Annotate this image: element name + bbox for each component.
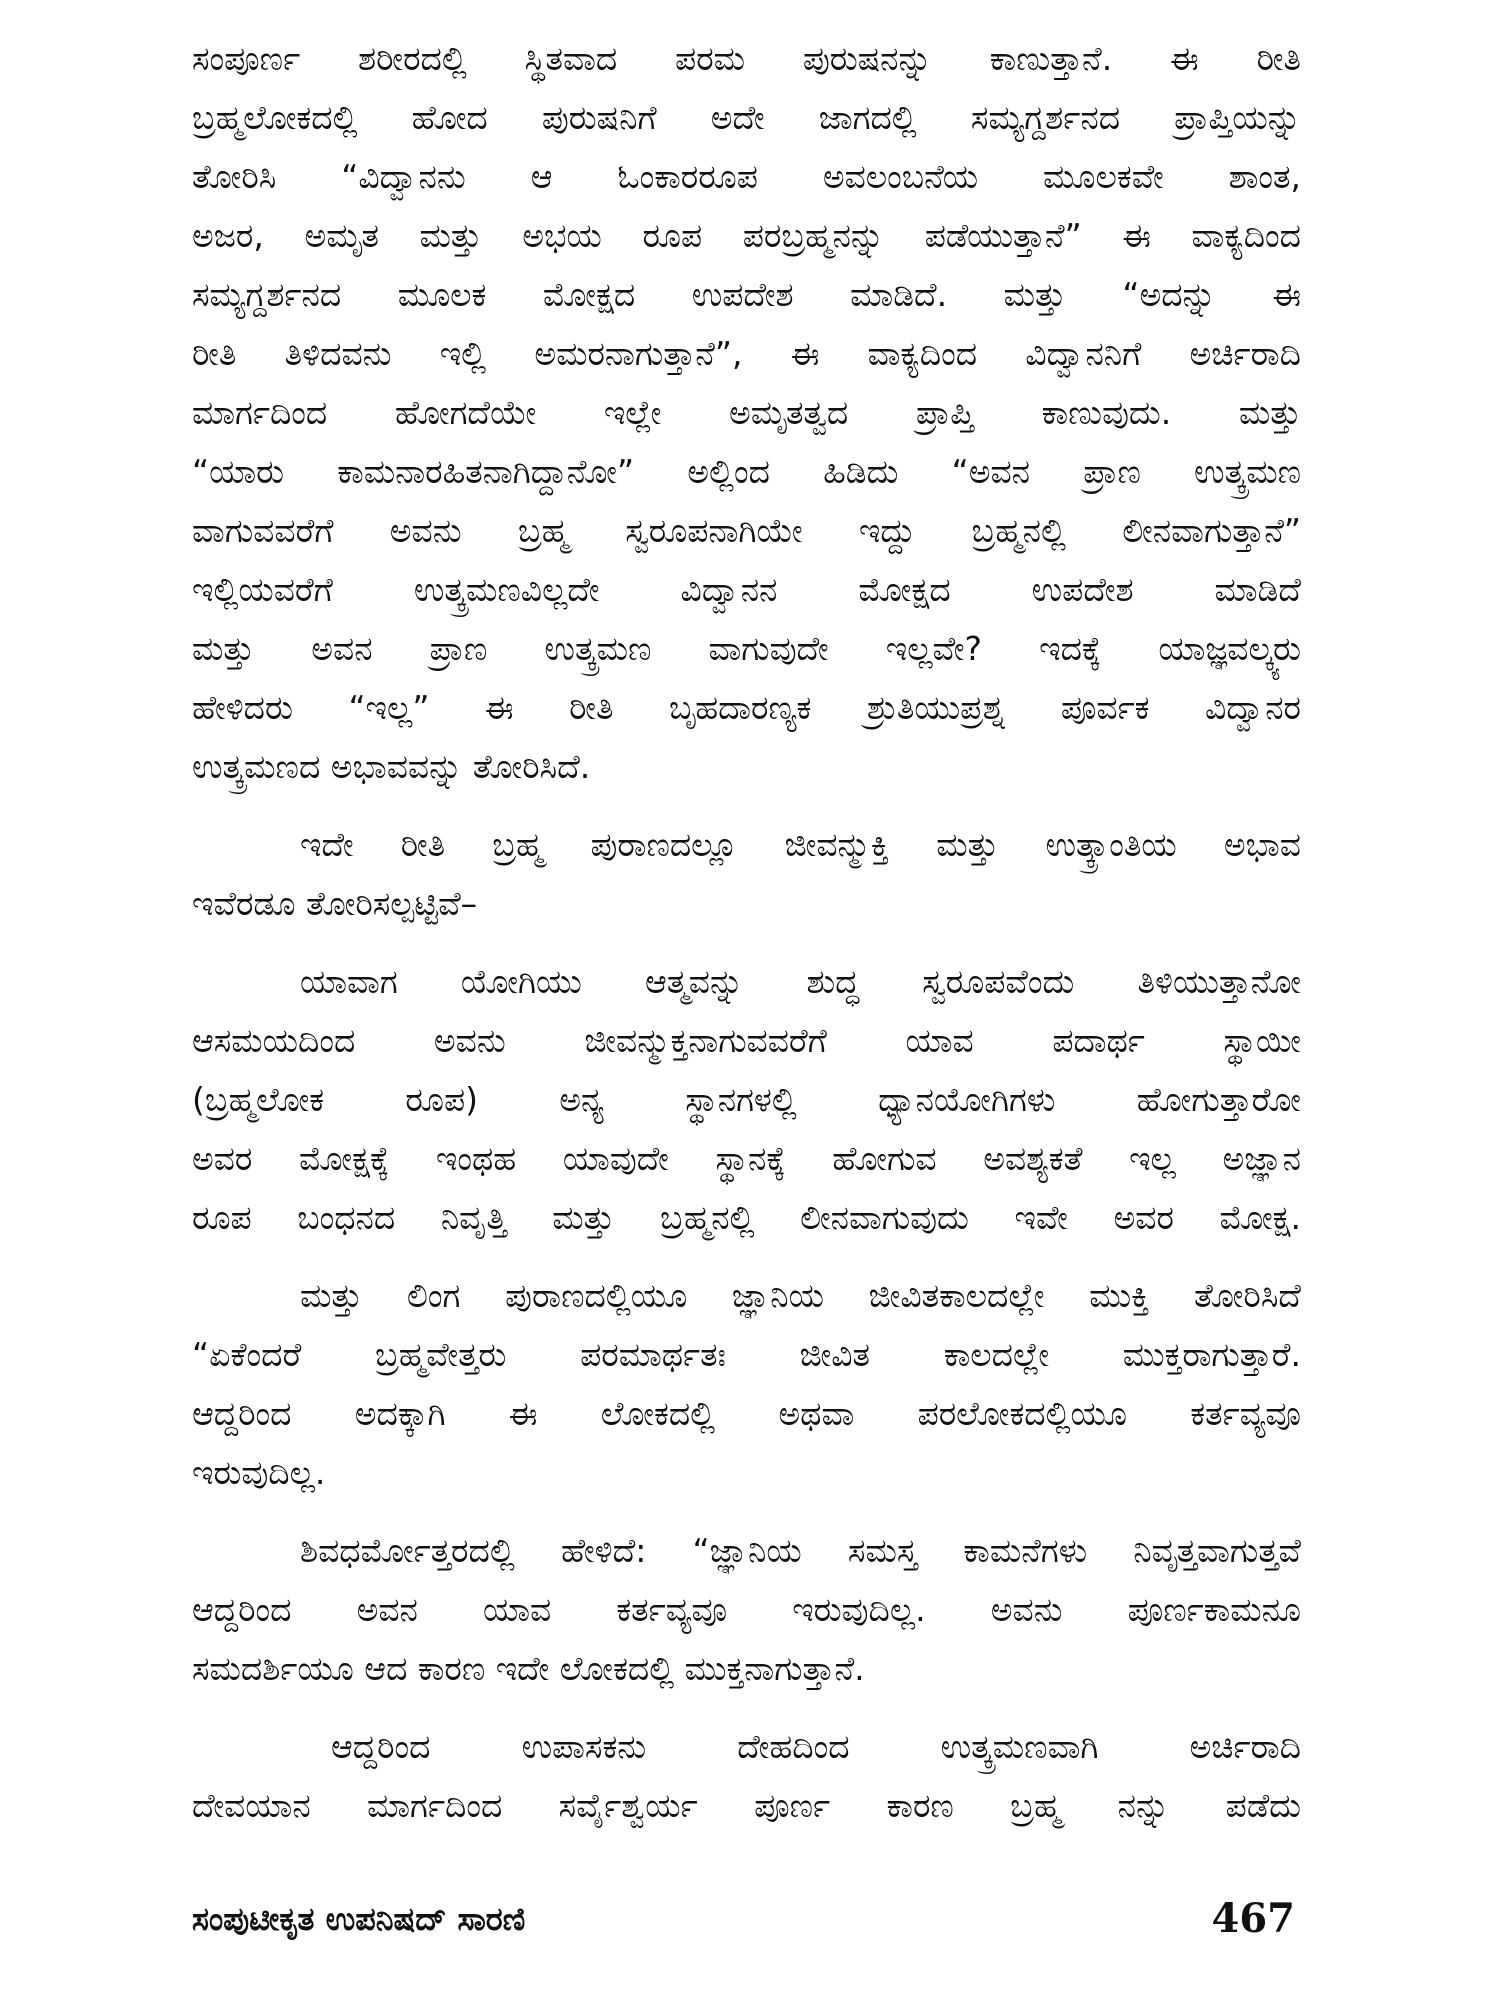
paragraph bbox=[192, 29, 1301, 796]
text-line: ಇವೆರಡೂ ತೋರಿಸಲ್ಪಟ್ಟಿವೆ– bbox=[192, 884, 478, 923]
text-line: ಆದ್ದರಿಂದ ಅವನ ಯಾವ ಕರ್ತವ್ಯವೂ ಇರುವುದಿಲ್ಲ. ಅವನು ಪೂರ್ಣಕಾಮನೂ bbox=[192, 1590, 1301, 1629]
text-line: ಮತ್ತು ಲಿಂಗ ಪುರಾಣದಲ್ಲಿಯೂ ಜ್ಞಾನಿಯ ಜೀವಿತಕಾಲದಲ್ಲೇ ಮುಕ್ತಿ ತೋರಿಸಿದೆ bbox=[300, 1276, 1301, 1315]
text-line: ಸಮ್ಯಗ್ದರ್ಶನದ ಮೂಲಕ ಮೋಕ್ಷದ ಉಪದೇಶ ಮಾಡಿದೆ. ಮತ್ತು “ಅದನ್ನು ಈ bbox=[192, 275, 1301, 314]
text-line: ರೀತಿ ತಿಳಿದವನು ಇಲ್ಲಿ ಅಮರನಾಗುತ್ತಾನೆ”, ಈ ವಾಕ್ಯದಿಂದ ವಿದ್ವಾನನಿಗೆ ಅರ್ಚಿರಾದಿ bbox=[192, 334, 1301, 373]
text-line: ಅಜರ, ಅಮೃತ ಮತ್ತು ಅಭಯ ರೂಪ ಪರಬ್ರಹ್ಮನನ್ನು ಪಡೆಯುತ್ತಾನೆ” ಈ ವಾಕ್ಯದಿಂದ bbox=[192, 216, 1301, 255]
text-line: ಉತ್ಕ್ರಮಣದ ಅಭಾವವನ್ನು ತೋರಿಸಿದೆ. bbox=[192, 747, 591, 786]
text-line: (ಬ್ರಹ್ಮಲೋಕ ರೂಪ) ಅನ್ಯ ಸ್ಥಾನಗಳಲ್ಲಿ ಧ್ಯಾನಯೋಗಿಗಳು ಹೋಗುತ್ತಾರೋ bbox=[192, 1080, 1301, 1119]
text-line: “ಏಕೆಂದರೆ ಬ್ರಹ್ಮವೇತ್ತರು ಪರಮಾರ್ಥತಃ ಜೀವಿತ ಕಾಲದಲ್ಲೇ ಮುಕ್ತರಾಗುತ್ತಾರೆ. bbox=[192, 1335, 1301, 1374]
text-line: ಇಲ್ಲಿಯವರೆಗೆ ಉತ್ಕ್ರಮಣವಿಲ್ಲದೇ ವಿದ್ವಾನನ ಮೋಕ್ಷದ ಉಪದೇಶ ಮಾಡಿದೆ bbox=[192, 570, 1301, 609]
text-line: ವಾಗುವವರೆಗೆ ಅವನು ಬ್ರಹ್ಮ ಸ್ವರೂಪನಾಗಿಯೇ ಇದ್ದು ಬ್ರಹ್ಮನಲ್ಲಿ ಲೀನವಾಗುತ್ತಾನೆ” bbox=[192, 511, 1301, 550]
text-line: ಅವರ ಮೋಕ್ಷಕ್ಕೆ ಇಂಥಹ ಯಾವುದೇ ಸ್ಥಾನಕ್ಕೆ ಹೋಗುವ ಅವಶ್ಯಕತೆ ಇಲ್ಲ ಅಜ್ಞಾನ bbox=[192, 1139, 1301, 1178]
paragraph bbox=[192, 815, 1301, 933]
paragraph bbox=[192, 1521, 1301, 1698]
paragraph bbox=[192, 952, 1301, 1247]
text-line: ಮಾರ್ಗದಿಂದ ಹೋಗದೆಯೇ ಇಲ್ಲೇ ಅಮೃತತ್ವದ ಪ್ರಾಪ್ತಿ ಕಾಣುವುದು. ಮತ್ತು bbox=[192, 393, 1301, 432]
text-line: ತೋರಿಸಿ “ವಿದ್ವಾನನು ಆ ಓಂಕಾರರೂಪ ಅವಲಂಬನೆಯ ಮೂಲಕವೇ ಶಾಂತ, bbox=[192, 157, 1301, 196]
book-title: ಸಂಪುಟೀಕೃತ ಉಪನಿಷದ್ ಸಾರಣಿ bbox=[192, 1900, 526, 1938]
text-line: ಆಸಮಯದಿಂದ ಅವನು ಜೀವನ್ಮುಕ್ತನಾಗುವವರೆಗೆ ಯಾವ ಪದಾರ್ಥ ಸ್ಥಾಯೀ bbox=[192, 1021, 1301, 1060]
text-line: “ಯಾರು ಕಾಮನಾರಹಿತನಾಗಿದ್ದಾನೋ” ಅಲ್ಲಿಂದ ಹಿಡಿದು “ಅವನ ಪ್ರಾಣ ಉತ್ಕ್ರಮಣ bbox=[192, 452, 1301, 491]
text-line: ಆದ್ದರಿಂದ ಅದಕ್ಕಾಗಿ ಈ ಲೋಕದಲ್ಲಿ ಅಥವಾ ಪರಲೋಕದಲ್ಲಿಯೂ ಕರ್ತವ್ಯವೂ bbox=[192, 1394, 1301, 1433]
page-footer bbox=[192, 1891, 1301, 1947]
paragraph bbox=[192, 1266, 1301, 1502]
paragraph bbox=[192, 1717, 1301, 1835]
text-line: ರೂಪ ಬಂಧನದ ನಿವೃತ್ತಿ ಮತ್ತು ಬ್ರಹ್ಮನಲ್ಲಿ ಲೀನವಾಗುವುದು ಇವೇ ಅವರ ಮೋಕ್ಷ. bbox=[192, 1198, 1301, 1237]
text-line: ಬ್ರಹ್ಮಲೋಕದಲ್ಲಿ ಹೋದ ಪುರುಷನಿಗೆ ಅದೇ ಜಾಗದಲ್ಲಿ ಸಮ್ಯಗ್ದರ್ಶನದ ಪ್ರಾಪ್ತಿಯನ್ನು bbox=[192, 98, 1301, 137]
text-line: ಆದ್ದರಿಂದ ಉಪಾಸಕನು ದೇಹದಿಂದ ಉತ್ಕ್ರಮಣವಾಗಿ ಅರ್ಚಿರಾದಿ bbox=[331, 1727, 1301, 1766]
text-line: ಮತ್ತು ಅವನ ಪ್ರಾಣ ಉತ್ಕ್ರಮಣ ವಾಗುವುದೇ ಇಲ್ಲವೇ? ಇದಕ್ಕೆ ಯಾಜ್ಞವಲ್ಕ್ಯರು bbox=[192, 629, 1301, 668]
page-body bbox=[192, 29, 1301, 1835]
text-line: ಸಂಪೂರ್ಣ ಶರೀರದಲ್ಲಿ ಸ್ಥಿತವಾದ ಪರಮ ಪುರುಷನನ್ನು ಕಾಣುತ್ತಾನೆ. ಈ ರೀತಿ bbox=[192, 39, 1301, 78]
text-line: ದೇವಯಾನ ಮಾರ್ಗದಿಂದ ಸರ್ವೈಶ್ವರ್ಯ ಪೂರ್ಣ ಕಾರಣ ಬ್ರಹ್ಮ ನನ್ನು ಪಡೆದು bbox=[192, 1786, 1301, 1825]
text-line: ಇರುವುದಿಲ್ಲ. bbox=[192, 1453, 326, 1492]
text-line: ಹೇಳಿದರು “ಇಲ್ಲ” ಈ ರೀತಿ ಬೃಹದಾರಣ್ಯಕ ಶ್ರುತಿಯುಪ್ರಶ್ನ ಪೂರ್ವಕ ವಿದ್ವಾನರ bbox=[192, 688, 1301, 727]
text-line: ಸಮದರ್ಶಿಯೂ ಆದ ಕಾರಣ ಇದೇ ಲೋಕದಲ್ಲಿ ಮುಕ್ತನಾಗುತ್ತಾನೆ. bbox=[192, 1649, 865, 1688]
text-line: ಇದೇ ರೀತಿ ಬ್ರಹ್ಮ ಪುರಾಣದಲ್ಲೂ ಜೀವನ್ಮುಕ್ತಿ ಮತ್ತು ಉತ್ಕ್ರಾಂತಿಯ ಅಭಾವ bbox=[300, 825, 1301, 864]
page-number: 467 bbox=[1211, 1895, 1295, 1942]
text-line: ಶಿವಧರ್ಮೋತ್ತರದಲ್ಲಿ ಹೇಳಿದೆ: “ಜ್ಞಾನಿಯ ಸಮಸ್ತ ಕಾಮನೆಗಳು ನಿವೃತ್ತವಾಗುತ್ತವೆ bbox=[300, 1531, 1301, 1570]
text-line: ಯಾವಾಗ ಯೋಗಿಯು ಆತ್ಮವನ್ನು ಶುದ್ಧ ಸ್ವರೂಪವೆಂದು ತಿಳಿಯುತ್ತಾನೋ bbox=[300, 962, 1301, 1001]
